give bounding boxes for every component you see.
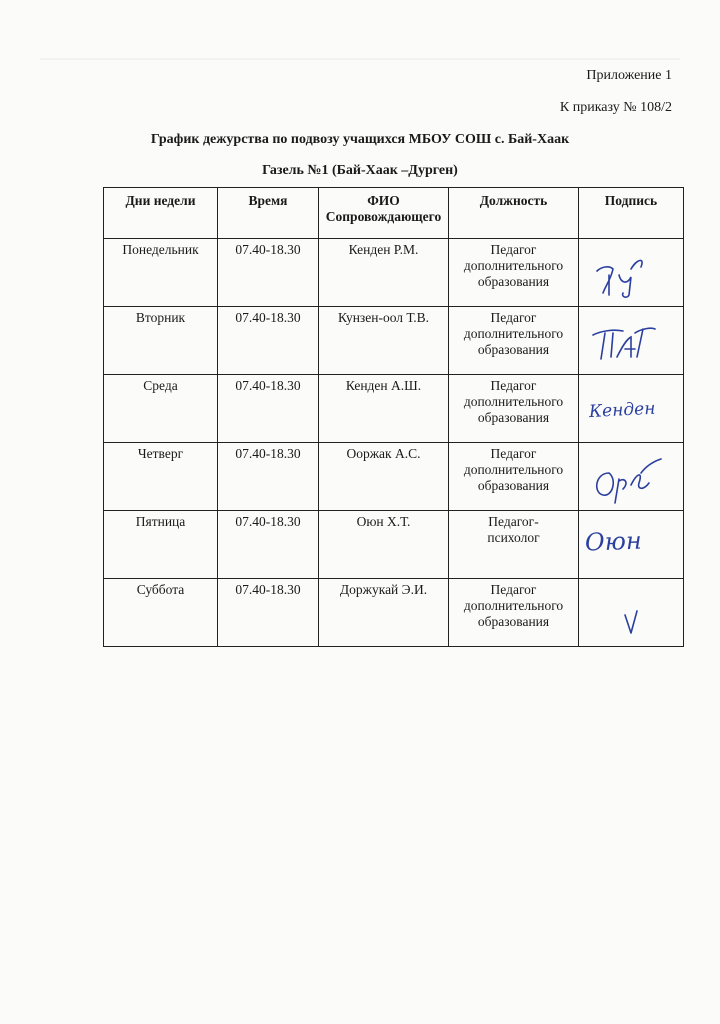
cell-name: Доржукай Э.И. — [319, 579, 449, 647]
cell-position — [449, 375, 579, 443]
header-name-line2: Сопровождающего — [325, 209, 442, 224]
position-line: Педагог — [490, 242, 537, 257]
position-line: Педагог — [490, 446, 537, 461]
position-line: дополнительного — [463, 598, 564, 613]
signature-image — [579, 375, 682, 439]
position-line: образования — [477, 274, 550, 289]
header-position: Должность — [449, 188, 579, 239]
cell-signature — [579, 375, 684, 443]
cell-time: 07.40-18.30 — [218, 579, 319, 647]
header-name — [319, 188, 449, 239]
position-line: Педагог- — [488, 514, 539, 529]
header-day: Дни недели — [104, 188, 218, 239]
cell-signature — [579, 307, 684, 375]
cell-day: Четверг — [104, 443, 218, 511]
cell-time: 07.40-18.30 — [218, 511, 319, 579]
order-reference: К приказу № 108/2 — [559, 100, 672, 115]
signature-image — [579, 239, 682, 303]
header-signature: Подпись — [579, 188, 684, 239]
svg-text:Оюн: Оюн — [584, 526, 643, 557]
table-row — [104, 307, 684, 375]
cell-position — [449, 579, 579, 647]
cell-day: Пятница — [104, 511, 218, 579]
cell-day: Среда — [104, 375, 218, 443]
cell-position — [449, 239, 579, 307]
cell-signature — [579, 579, 684, 647]
signature-image — [579, 579, 682, 643]
header-name-line1: ФИО — [367, 193, 400, 208]
cell-time: 07.40-18.30 — [218, 307, 319, 375]
table-row — [104, 375, 684, 443]
signature-image — [579, 511, 682, 575]
cell-position — [449, 307, 579, 375]
schedule-table — [103, 187, 684, 647]
document-title: График дежурства по подвозу учащихся МБОУ СОШ с. Бай-Хаак — [150, 132, 570, 147]
table-row — [104, 579, 684, 647]
cell-name: Кенден А.Ш. — [319, 375, 449, 443]
cell-name: Оюн Х.Т. — [319, 511, 449, 579]
position-line: дополнительного — [463, 326, 564, 341]
table-header-row — [104, 188, 684, 239]
document-subtitle: Газель №1 (Бай-Хаак –Дурген) — [262, 163, 458, 178]
position-line: Педагог — [490, 582, 537, 597]
table-row — [104, 511, 684, 579]
cell-name: Кунзен-оол Т.В. — [319, 307, 449, 375]
position-line: образования — [477, 614, 550, 629]
signature-image — [579, 307, 682, 371]
cell-day: Вторник — [104, 307, 218, 375]
signature-image — [579, 443, 682, 507]
cell-signature — [579, 443, 684, 511]
position-line: Педагог — [490, 310, 537, 325]
cell-position — [449, 443, 579, 511]
cell-time: 07.40-18.30 — [218, 239, 319, 307]
cell-name: Ооржак А.С. — [319, 443, 449, 511]
scan-artifact — [40, 58, 680, 60]
position-line: психолог — [487, 530, 540, 545]
svg-text:Кенден: Кенден — [588, 398, 656, 423]
cell-name: Кенден Р.М. — [319, 239, 449, 307]
cell-day: Суббота — [104, 579, 218, 647]
position-line: образования — [477, 410, 550, 425]
table-row — [104, 239, 684, 307]
position-line: образования — [477, 478, 550, 493]
position-line: Педагог — [490, 378, 537, 393]
table-row — [104, 443, 684, 511]
cell-time: 07.40-18.30 — [218, 443, 319, 511]
header-time: Время — [218, 188, 319, 239]
appendix-label: Приложение 1 — [586, 68, 672, 83]
position-line: образования — [477, 342, 550, 357]
cell-day: Понедельник — [104, 239, 218, 307]
cell-signature — [579, 511, 684, 579]
cell-signature — [579, 239, 684, 307]
position-line: дополнительного — [463, 258, 564, 273]
position-line: дополнительного — [463, 394, 564, 409]
position-line: дополнительного — [463, 462, 564, 477]
cell-position — [449, 511, 579, 579]
cell-time: 07.40-18.30 — [218, 375, 319, 443]
